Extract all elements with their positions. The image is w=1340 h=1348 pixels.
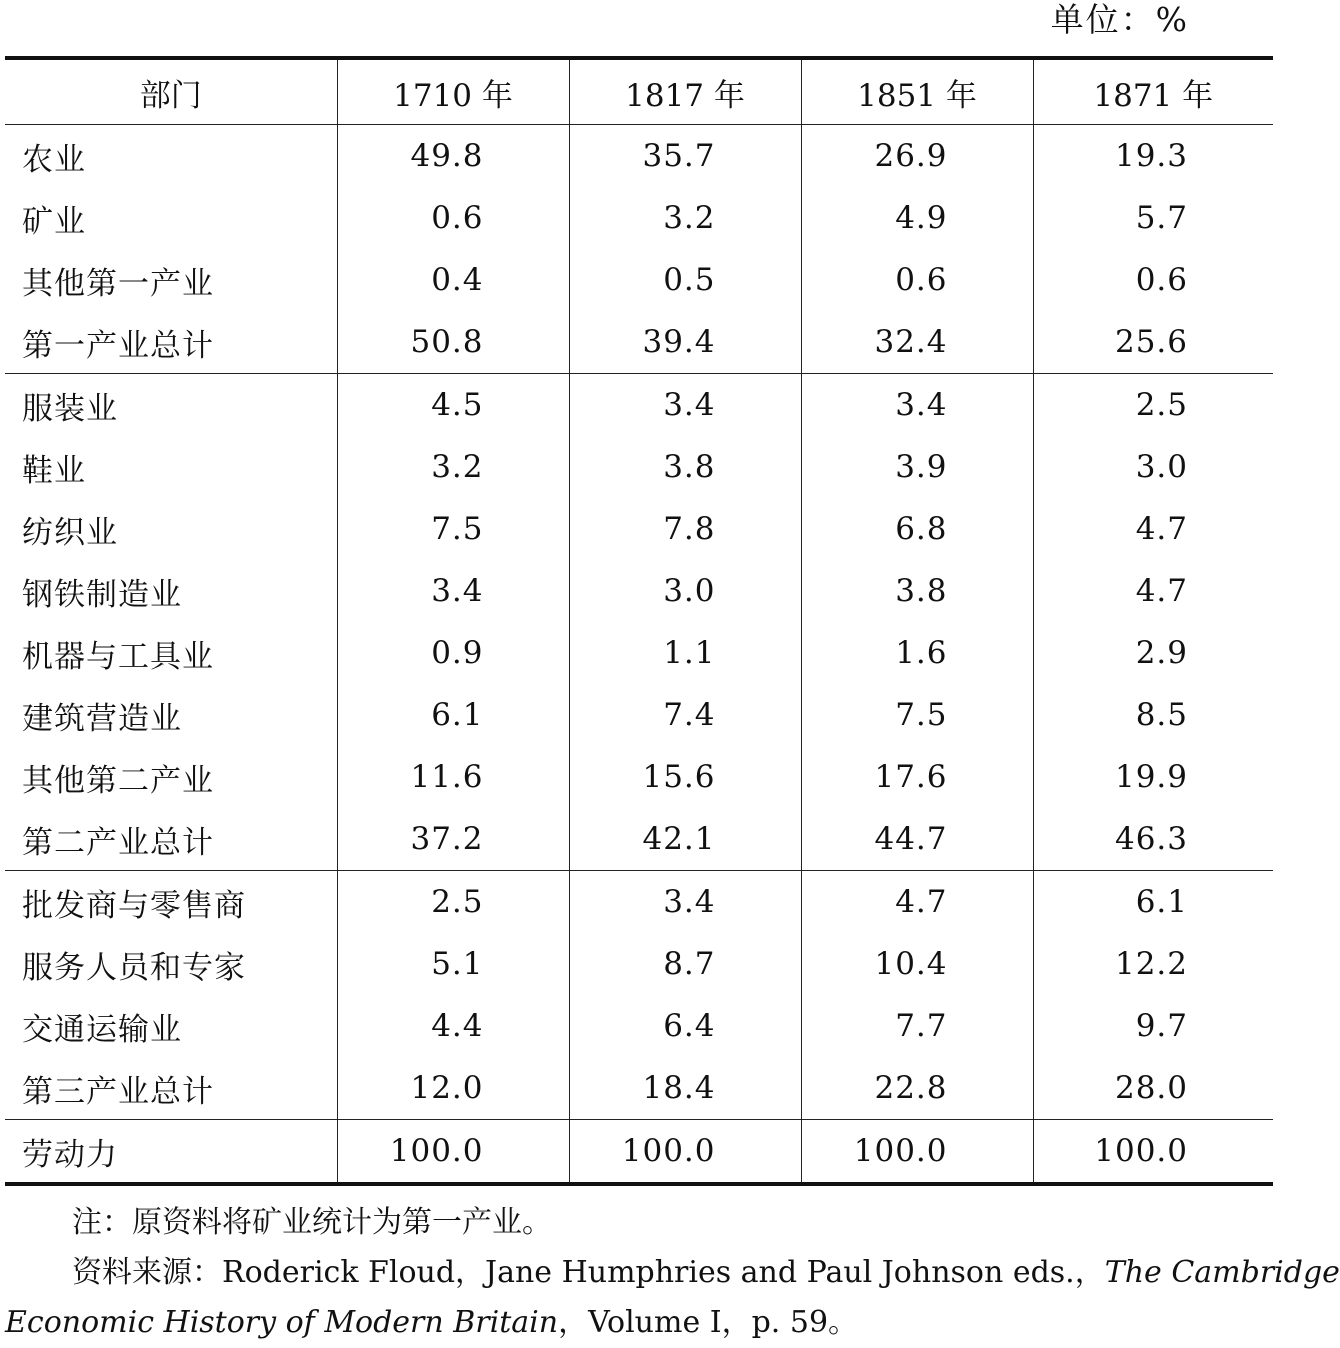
row-label: 服装业 xyxy=(5,374,337,437)
table-row xyxy=(5,436,1273,498)
row-label: 第二产业总计 xyxy=(22,824,214,861)
cell-value: 50.8 xyxy=(337,311,569,374)
cell-value: 6.1 xyxy=(337,684,569,746)
header-year-1851: 1851 年 xyxy=(801,58,1033,125)
data-table-container xyxy=(5,56,1273,1186)
header-year-1710: 1710 年 xyxy=(337,58,569,125)
cell-value: 46.3 xyxy=(1033,808,1273,871)
table-row xyxy=(5,933,1273,995)
labor-share-table xyxy=(5,56,1273,1186)
row-label: 其他第二产业 xyxy=(22,762,214,799)
cell-value: 28.0 xyxy=(1033,1057,1273,1120)
cell-value: 2.9 xyxy=(1033,622,1273,684)
table-row xyxy=(5,374,1273,437)
cell-value: 6.8 xyxy=(801,498,1033,560)
cell-value: 1.6 xyxy=(801,622,1033,684)
row-label: 第一产业总计 xyxy=(22,327,214,364)
cell-value: 3.9 xyxy=(801,436,1033,498)
cell-value: 18.4 xyxy=(569,1057,801,1120)
cell-value: 100.0 xyxy=(801,1120,1033,1185)
row-label: 批发商与零售商 xyxy=(5,871,337,934)
cell-value: 4.5 xyxy=(337,374,569,437)
cell-value: 4.9 xyxy=(801,187,1033,249)
cell-value: 0.9 xyxy=(337,622,569,684)
cell-value: 7.4 xyxy=(569,684,801,746)
cell-value: 39.4 xyxy=(569,311,801,374)
cell-value: 100.0 xyxy=(337,1120,569,1185)
cell-value: 100.0 xyxy=(569,1120,801,1185)
row-label: 其他第一产业 xyxy=(22,265,214,302)
cell-value: 37.2 xyxy=(337,808,569,871)
cell-value: 5.7 xyxy=(1033,187,1273,249)
cell-value: 32.4 xyxy=(801,311,1033,374)
table-row xyxy=(5,622,1273,684)
cell-value: 0.4 xyxy=(337,249,569,311)
row-label: 建筑营造业 xyxy=(22,700,182,737)
cell-value: 0.6 xyxy=(801,249,1033,311)
cell-value: 0.6 xyxy=(337,187,569,249)
table-row xyxy=(5,498,1273,560)
row-label: 钢铁制造业 xyxy=(22,576,182,613)
cell-value: 7.5 xyxy=(337,498,569,560)
cell-value: 12.0 xyxy=(337,1057,569,1120)
source-title-part1: The Cambridge xyxy=(1104,1255,1340,1290)
cell-value: 8.7 xyxy=(569,933,801,995)
row-label: 农业 xyxy=(22,141,86,178)
cell-value: 9.7 xyxy=(1033,995,1273,1057)
table-row-subtotal xyxy=(5,1057,1273,1120)
cell-value: 4.4 xyxy=(337,995,569,1057)
cell-value: 8.5 xyxy=(1033,684,1273,746)
header-year-1817: 1817 年 xyxy=(569,58,801,125)
table-row xyxy=(5,249,1273,311)
row-label: 矿业 xyxy=(22,203,86,240)
cell-value: 3.2 xyxy=(569,187,801,249)
cell-value: 7.5 xyxy=(801,684,1033,746)
cell-value: 4.7 xyxy=(1033,498,1273,560)
cell-value: 0.5 xyxy=(569,249,801,311)
cell-value: 3.4 xyxy=(569,871,801,934)
cell-value: 15.6 xyxy=(569,746,801,808)
cell-value: 35.7 xyxy=(569,125,801,188)
header-sector: 部门 xyxy=(5,58,337,125)
table-header-row xyxy=(5,58,1273,125)
cell-value: 4.7 xyxy=(1033,560,1273,622)
source-line-1 xyxy=(5,1248,1340,1298)
table-row xyxy=(5,187,1273,249)
cell-value: 42.1 xyxy=(569,808,801,871)
source-title-part2: Economic History of Modern Britain xyxy=(5,1305,559,1340)
cell-value: 0.6 xyxy=(1033,249,1273,311)
table-row xyxy=(5,746,1273,808)
table-row-subtotal xyxy=(5,311,1273,374)
source-line-2 xyxy=(5,1298,1271,1348)
source-authors: Roderick Floud，Jane Humphries and Paul Johnson eds.， xyxy=(222,1255,1105,1290)
cell-value: 19.9 xyxy=(1033,746,1273,808)
table-row xyxy=(5,125,1273,188)
cell-value: 10.4 xyxy=(801,933,1033,995)
cell-value: 2.5 xyxy=(337,871,569,934)
table-row xyxy=(5,871,1273,934)
note-text: 注：原资料将矿业统计为第一产业。 xyxy=(72,1205,552,1240)
unit-label: 单位：% xyxy=(1050,0,1189,39)
cell-value: 5.1 xyxy=(337,933,569,995)
cell-value: 7.7 xyxy=(801,995,1033,1057)
cell-value: 3.4 xyxy=(569,374,801,437)
cell-value: 19.3 xyxy=(1033,125,1273,188)
table-row-subtotal xyxy=(5,808,1273,871)
table-row xyxy=(5,995,1273,1057)
cell-value: 3.8 xyxy=(569,436,801,498)
source-suffix: ，Volume I，p. 59。 xyxy=(558,1305,859,1340)
cell-value: 22.8 xyxy=(801,1057,1033,1120)
cell-value: 6.1 xyxy=(1033,871,1273,934)
row-label: 纺织业 xyxy=(22,514,118,551)
cell-value: 3.0 xyxy=(569,560,801,622)
cell-value: 3.4 xyxy=(801,374,1033,437)
cell-value: 25.6 xyxy=(1033,311,1273,374)
source-prefix: 资料来源： xyxy=(72,1255,222,1290)
cell-value: 2.5 xyxy=(1033,374,1273,437)
cell-value: 100.0 xyxy=(1033,1120,1273,1185)
cell-value: 4.7 xyxy=(801,871,1033,934)
header-year-1871: 1871 年 xyxy=(1033,58,1273,125)
row-label: 鞋业 xyxy=(22,452,86,489)
cell-value: 26.9 xyxy=(801,125,1033,188)
cell-value: 6.4 xyxy=(569,995,801,1057)
cell-value: 17.6 xyxy=(801,746,1033,808)
row-label: 第三产业总计 xyxy=(22,1073,214,1110)
cell-value: 3.8 xyxy=(801,560,1033,622)
row-label: 服务人员和专家 xyxy=(22,949,246,986)
cell-value: 11.6 xyxy=(337,746,569,808)
cell-value: 3.4 xyxy=(337,560,569,622)
cell-value: 12.2 xyxy=(1033,933,1273,995)
table-row xyxy=(5,684,1273,746)
cell-value: 7.8 xyxy=(569,498,801,560)
cell-value: 1.1 xyxy=(569,622,801,684)
cell-value: 3.2 xyxy=(337,436,569,498)
row-label: 交通运输业 xyxy=(22,1011,182,1048)
cell-value: 3.0 xyxy=(1033,436,1273,498)
table-row xyxy=(5,560,1273,622)
table-row-total xyxy=(5,1120,1273,1185)
row-label: 机器与工具业 xyxy=(22,638,214,675)
row-label: 劳动力 xyxy=(5,1120,337,1185)
notes-section xyxy=(5,1198,1340,1348)
cell-value: 44.7 xyxy=(801,808,1033,871)
cell-value: 49.8 xyxy=(337,125,569,188)
